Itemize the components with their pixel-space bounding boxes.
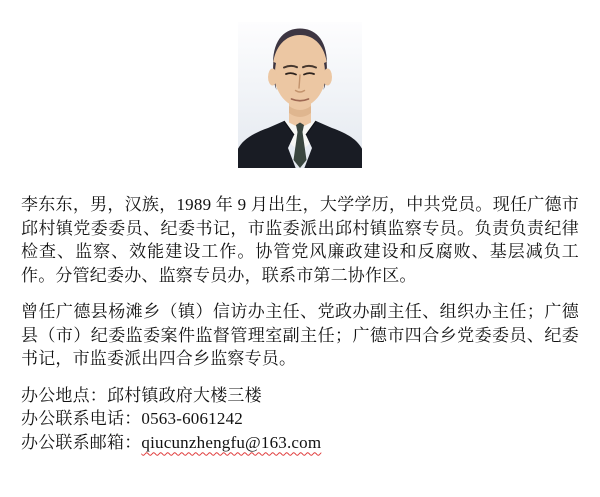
office-email-value: qiucunzhengfu@163.com <box>141 432 322 452</box>
office-email-label: 办公联系邮箱： <box>21 432 142 452</box>
office-phone-label: 办公联系电话： <box>21 409 142 428</box>
office-email-line <box>21 431 579 455</box>
office-phone-line <box>21 407 579 431</box>
ear-right <box>323 69 332 86</box>
profile-document <box>0 22 600 497</box>
profile-text <box>21 193 579 454</box>
contact-info <box>21 384 579 455</box>
office-phone-value: 0563-6061242 <box>141 409 243 428</box>
office-address-label: 办公地点： <box>21 385 107 405</box>
profile-photo <box>238 22 362 168</box>
office-address-line <box>21 384 579 408</box>
ear-left <box>268 69 277 86</box>
bio-past-positions-paragraph: 曾任广德县杨滩乡（镇）信访办主任、党政办副主任、组织办主任；广德县（市）纪委监委案件监督管理室副主任；广德市四合乡党委委员、纪委书记，市监委派出四合乡监察专员。 <box>21 302 579 368</box>
portrait-illustration <box>238 22 362 168</box>
bio-current-position-paragraph: 李东东，男，汉族，1989 年 9 月出生，大学学历，中共党员。现任广德市邱村镇党委委员、纪委书记，市监委派出邱村镇监察专员。负责负责纪律检查、监察、效能建设工作。协管党风廉政建设和反腐败、基层减负工作。分管纪委办、监察专员办，联系市第二协作区。 <box>21 195 579 285</box>
office-address-value: 邱村镇政府大楼三楼 <box>107 385 262 405</box>
